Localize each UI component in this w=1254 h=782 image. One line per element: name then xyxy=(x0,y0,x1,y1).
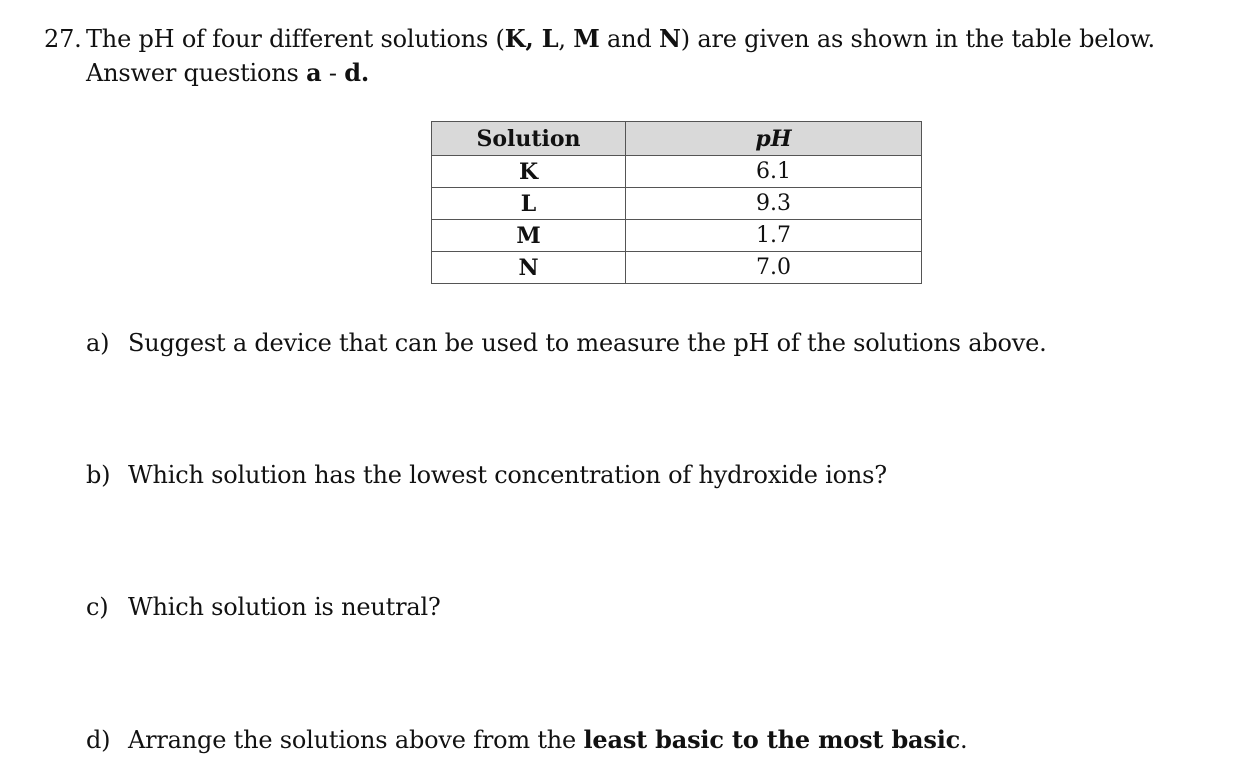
ph-table xyxy=(431,121,922,284)
table-row xyxy=(432,188,922,220)
solution-k-ref: K xyxy=(504,24,526,53)
intro-text: The pH of four different solutions ( xyxy=(86,25,505,53)
intro-text: ) are given as shown in the table below. xyxy=(680,25,1155,53)
solution-m-ref: M xyxy=(573,24,600,53)
question-intro xyxy=(44,22,1224,90)
sub-question-a xyxy=(86,327,1047,360)
period: . xyxy=(360,58,369,87)
sub-question-text: Arrange the solutions above from the xyxy=(128,726,584,754)
range-end: d xyxy=(344,58,361,87)
header-solution: Solution xyxy=(432,122,626,156)
table-row xyxy=(432,220,922,252)
cell-ph: 9.3 xyxy=(626,188,922,220)
table-header-row xyxy=(432,122,922,156)
range-start: a xyxy=(306,58,322,87)
table-row xyxy=(432,252,922,284)
sub-question-text: Suggest a device that can be used to measure the pH of the solutions above. xyxy=(128,329,1047,357)
sub-question-emphasis: least basic to the most basic xyxy=(583,725,961,754)
sub-question-letter: c) xyxy=(86,593,109,621)
question-line-1 xyxy=(44,22,1224,56)
sub-question-d xyxy=(86,723,967,757)
table-row xyxy=(432,156,922,188)
cell-solution: N xyxy=(432,252,626,284)
question-number: 27. xyxy=(44,25,82,53)
cell-ph: 6.1 xyxy=(626,156,922,188)
sub-question-text: Which solution is neutral? xyxy=(128,593,441,621)
cell-ph: 7.0 xyxy=(626,252,922,284)
sub-question-letter: d) xyxy=(86,726,111,754)
sub-question-c xyxy=(86,591,441,624)
cell-solution: M xyxy=(432,220,626,252)
solution-l-ref: L xyxy=(541,24,559,53)
sub-question-letter: b) xyxy=(86,461,111,489)
separator: , xyxy=(525,24,542,53)
cell-ph: 1.7 xyxy=(626,220,922,252)
cell-solution: L xyxy=(432,188,626,220)
sub-question-letter: a) xyxy=(86,329,110,357)
cell-solution: K xyxy=(432,156,626,188)
solution-n-ref: N xyxy=(659,24,681,53)
range-dash: - xyxy=(321,59,345,87)
intro-text: Answer questions xyxy=(86,59,307,87)
intro-text: and xyxy=(599,25,660,53)
sub-question-text: Which solution has the lowest concentration of hydroxide ions? xyxy=(128,461,887,489)
separator: , xyxy=(558,25,574,53)
header-ph: pH xyxy=(626,122,922,156)
sub-question-period: . xyxy=(960,726,968,754)
question-line-2 xyxy=(44,56,1224,90)
sub-question-b xyxy=(86,459,887,492)
